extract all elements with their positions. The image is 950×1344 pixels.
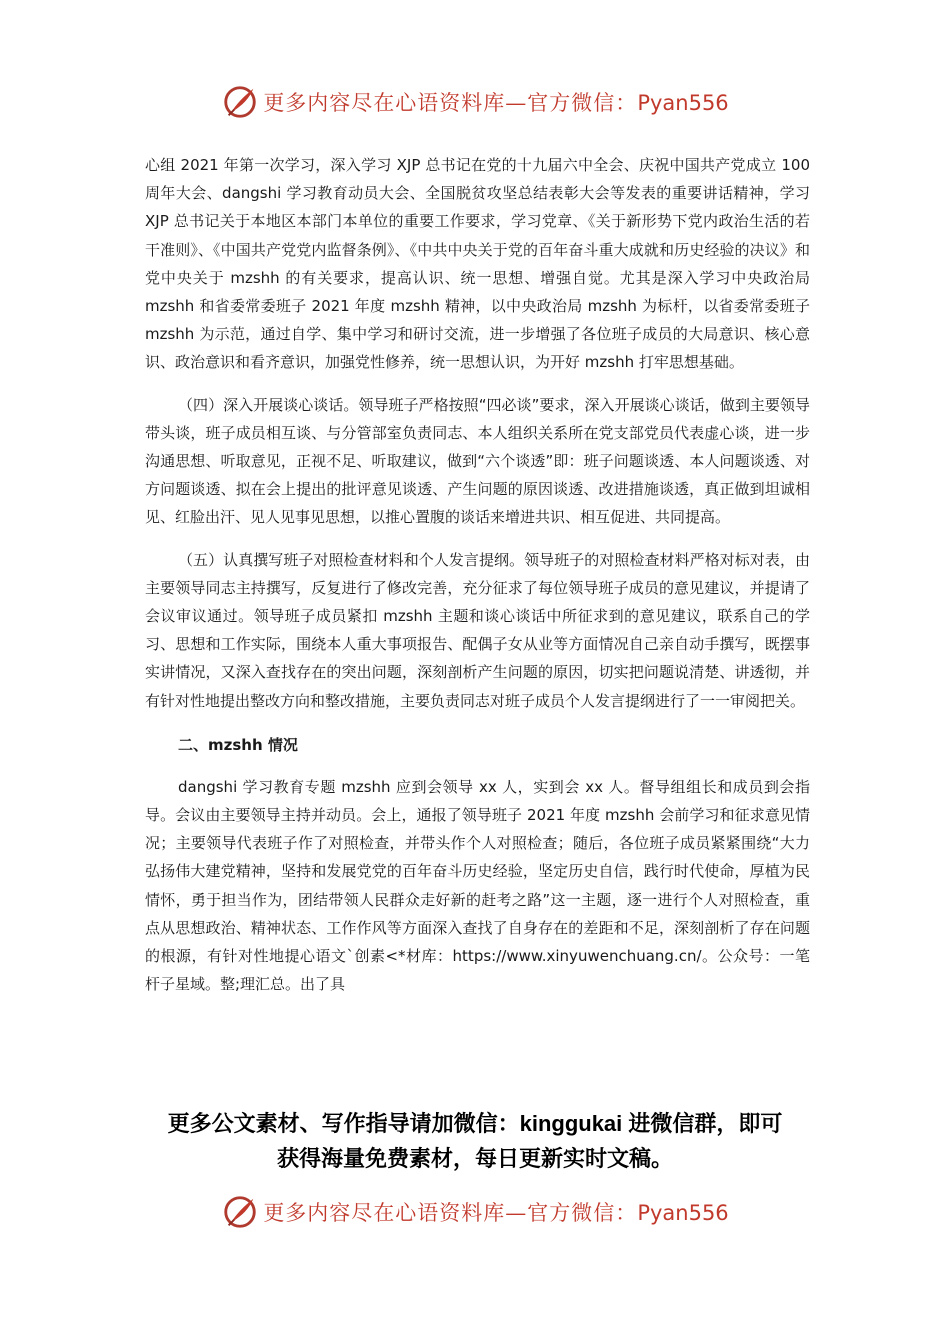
paragraph-study: 心组 2021 年第一次学习，深入学习 XJP 总书记在党的十九届六中全会、庆祝中国共产党成立 100 周年大会、dangshi 学习教育动员大会、全国脱贫攻坚总结表彰大会等发表的重要讲话精神，学习 XJP 总书记关于本地区本部门本单位的重要工作要求，学习党章、《关于新形势下党内政治生活的若干准则》、《中国共产党党内监督条例》、《中共中央关于党的百年奋斗重大成就和历史经验的决议》和党中央关于 mzshh 的有关要求，提高认识、统一思想、增强自觉。尤其是深入学习中央政治局 mzshh 和省委常委班子 2021 年度 mzshh 精神，以中央政治局 mzshh 为标杆，以省委常委班子 mzshh 为示范，通过自学、集中学习和研讨交流，进一步增强了各位班子成员的大局意识、核心意识、政治意识和看齐意识，加强党性修养，统一思想认识，为开好 mzshh 打牢思想基础。 [145, 156, 810, 372]
promo-line-1: 更多公文素材、写作指导请加微信：kinggukai 进微信群，即可 [167, 1111, 783, 1136]
quill-logo-icon [221, 83, 259, 121]
promo-notice [100, 1106, 850, 1176]
footer-banner [0, 1192, 950, 1232]
paragraph-materials: （五）认真撰写班子对照检查材料和个人发言提纲。领导班子的对照检查材料严格对标对表，由主要领导同志主持撰写，反复进行了修改完善，充分征求了每位领导班子成员的意见建议，并提请了会议审议通过。领导班子成员紧扣 mzshh 主题和谈心谈话中所征求到的意见建议，联系自己的学习、思想和工作实际，围绕本人重大事项报告、配偶子女从业等方面情况自己亲自动手撰写，既摆事实讲情况，又深入查找存在的突出问题，深刻剖析产生问题的原因，切实把问题说清楚、讲透彻，并有针对性地提出整改方向和整改措施，主要负责同志对班子成员个人发言提纲进行了一一审阅把关。 [145, 550, 810, 710]
paragraph-meeting: dangshi 学习教育专题 mzshh 应到会领导 xx 人，实到会 xx 人。督导组组长和成员到会指导。会议由主要领导主持并动员。会上，通报了领导班子 2021 年度 mzshh 会前学习和征求意见情况；主要领导代表班子作了对照检查，并带头作个人对照检查；随后，各位班子成员紧紧围绕“大力弘扬伟大建党精神，坚持和发展党党的百年奋斗历史经验，坚定历史自信，践行时代使命，厚植为民情怀，勇于担当作为，团结带领人民群众走好新的赶考之路”这一主题，逐一进行个人对照检查，重点从思想政治、精神状态、工作作风等方面深入查找了自身存在的差距和不足，深刻剖析了存在问题的根源，有针对性地提心语文`创素<*材库：https://www.xinyuwenchuang.cn/。公众号：一笔杆子星域。整;理汇总。出了具 [145, 777, 810, 994]
banner-text: 更多内容尽在心语资料库—官方微信：Pyan556 [263, 1201, 729, 1225]
paragraph-talks: （四）深入开展谈心谈话。领导班子严格按照“四必谈”要求，深入开展谈心谈话，做到主要领导带头谈，班子成员相互谈、与分管部室负责同志、本人组织关系所在党支部党员代表虚心谈，进一步沟通思想、听取意见，正视不足、听取建议，做到“六个谈透”即：班子问题谈透、本人问题谈透、对方问题谈透、拟在会上提出的批评意见谈透、产生问题的原因谈透、改进措施谈透，真正做到坦诚相见、红脸出汗、见人见事见思想，以推心置腹的谈话来增进共识、相互促进、共同提高。 [145, 395, 810, 527]
quill-logo-icon [221, 1193, 259, 1231]
promo-line-2: 获得海量免费素材，每日更新实时文稿。 [276, 1146, 673, 1171]
wechat-id: Pyan556 [637, 1201, 729, 1225]
section-heading: 二、mzshh 情况 [178, 735, 298, 754]
wechat-id: Pyan556 [637, 91, 729, 115]
banner-text: 更多内容尽在心语资料库—官方微信：Pyan556 [263, 91, 729, 115]
header-banner [0, 82, 950, 122]
document-body [145, 151, 810, 998]
